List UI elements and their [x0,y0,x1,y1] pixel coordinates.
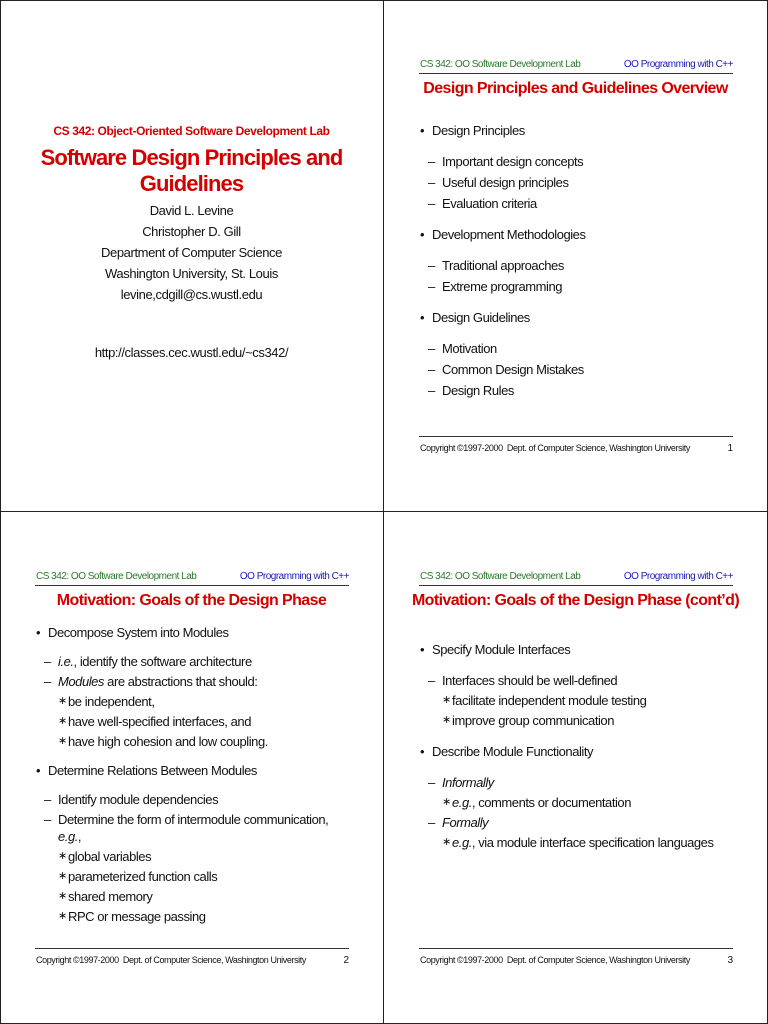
sub-sub-bullet: ∗ facilitate independent module testing [420,692,737,709]
slide-overview [384,0,767,511]
sub-sub-bullet [420,794,737,811]
sub-sub-bullet: ∗ have well-specified interfaces, and [36,713,353,730]
emphasis: e.g. [452,795,472,810]
slide-body [420,122,737,399]
sub-bullet [36,811,353,845]
sub-bullet: – Traditional approaches [420,257,737,274]
bullet: • Determine Relations Between Modules [36,762,353,779]
page-number: 1 [727,443,733,454]
copyright-label: Copyright [420,955,455,965]
author-name: Christopher D. Gill [142,224,241,239]
text: , identify the software architecture [73,654,252,669]
sub-bullet: – Useful design principles [420,174,737,191]
header-rule [35,585,349,586]
title-slide [0,0,383,511]
slide-body [420,641,737,851]
sub-sub-bullet: ∗ RPC or message passing [36,908,353,925]
footer-department: Dept. of Computer Science, Washington University [506,955,690,965]
copyright-years: 1997-2000 [79,955,119,965]
copyright-label: Copyright [36,955,71,965]
footer-rule [419,948,733,949]
sub-sub-bullet: ∗ shared memory [36,888,353,905]
text: Determine the form of intermodule communication, [58,812,329,827]
header-topic: OO Programming with C++ [623,59,733,70]
bullet: • Development Methodologies [420,226,737,243]
copyright-symbol: © [457,443,464,453]
slide-body [36,624,353,925]
page-number: 3 [727,955,733,966]
copyright-symbol: © [457,955,464,965]
header-rule [419,585,733,586]
emphasis: Informally [442,775,494,790]
course-url: http://classes.cec.wustl.edu/~cs342/ [94,345,289,360]
header-topic: OO Programming with C++ [623,571,733,582]
footer-copyright [420,443,690,453]
university: Washington University, St. Louis [105,266,278,281]
sub-sub-bullet [420,834,737,851]
footer-department: Dept. of Computer Science, Washington University [506,443,690,453]
course-title: CS 342: Object-Oriented Software Development Lab [53,124,330,138]
sub-bullet [36,673,353,690]
slide-title: Motivation: Goals of the Design Phase (cont’d) [411,592,740,609]
author-name: David L. Levine [149,203,234,218]
copyright-symbol: © [73,955,80,965]
sub-bullet [420,774,737,791]
header-course: CS 342: OO Software Development Lab [420,571,581,582]
email: levine,cdgill@cs.wustl.edu [120,287,263,302]
header-topic: OO Programming with C++ [239,571,349,582]
presentation-title: Software Design Principles and Guidelines [40,145,343,196]
sub-bullet: – Motivation [420,340,737,357]
emphasis: e.g. [58,829,78,844]
header-course: CS 342: OO Software Development Lab [36,571,197,582]
footer-copyright [420,955,690,965]
sub-sub-bullet: ∗ be independent, [36,693,353,710]
bullet: • Design Principles [420,122,737,139]
slide-motivation [0,512,383,1023]
sub-bullet: – Interfaces should be well-defined [420,672,737,689]
emphasis: Formally [442,815,489,830]
copyright-label: Copyright [420,443,455,453]
bullet: • Decompose System into Modules [36,624,353,641]
sub-bullet [420,814,737,831]
page-number: 2 [343,955,349,966]
sub-bullet: – Design Rules [420,382,737,399]
slide-title: Motivation: Goals of the Design Phase [56,592,327,609]
sub-sub-bullet: ∗ have high cohesion and low coupling. [36,733,353,750]
text: , via module interface specification languages [471,835,714,850]
text: are abstractions that should: [104,674,258,689]
author-block [0,200,383,305]
sub-bullet [36,653,353,670]
header-rule [419,73,733,74]
sub-sub-bullet: ∗ improve group communication [420,712,737,729]
footer-rule [35,948,349,949]
footer-copyright [36,955,306,965]
sub-bullet: – Identify module dependencies [36,791,353,808]
bullet: • Describe Module Functionality [420,743,737,760]
footer-department: Dept. of Computer Science, Washington University [122,955,306,965]
slide-title: Design Principles and Guidelines Overview [423,80,728,97]
footer-rule [419,436,733,437]
header-course: CS 342: OO Software Development Lab [420,59,581,70]
bullet: • Specify Module Interfaces [420,641,737,658]
copyright-years: 1997-2000 [463,443,503,453]
text: , [77,829,82,844]
department: Department of Computer Science [101,245,282,260]
sub-bullet: – Evaluation criteria [420,195,737,212]
emphasis: e.g. [452,835,472,850]
emphasis: Modules [58,674,104,689]
sub-bullet: – Extreme programming [420,278,737,295]
sub-bullet: – Common Design Mistakes [420,361,737,378]
sub-sub-bullet: ∗ global variables [36,848,353,865]
sub-bullet: – Important design concepts [420,153,737,170]
slide-motivation-contd [384,512,767,1023]
copyright-years: 1997-2000 [463,955,503,965]
emphasis: i.e. [58,654,74,669]
text: , comments or documentation [471,795,631,810]
bullet: • Design Guidelines [420,309,737,326]
sub-sub-bullet: ∗ parameterized function calls [36,868,353,885]
